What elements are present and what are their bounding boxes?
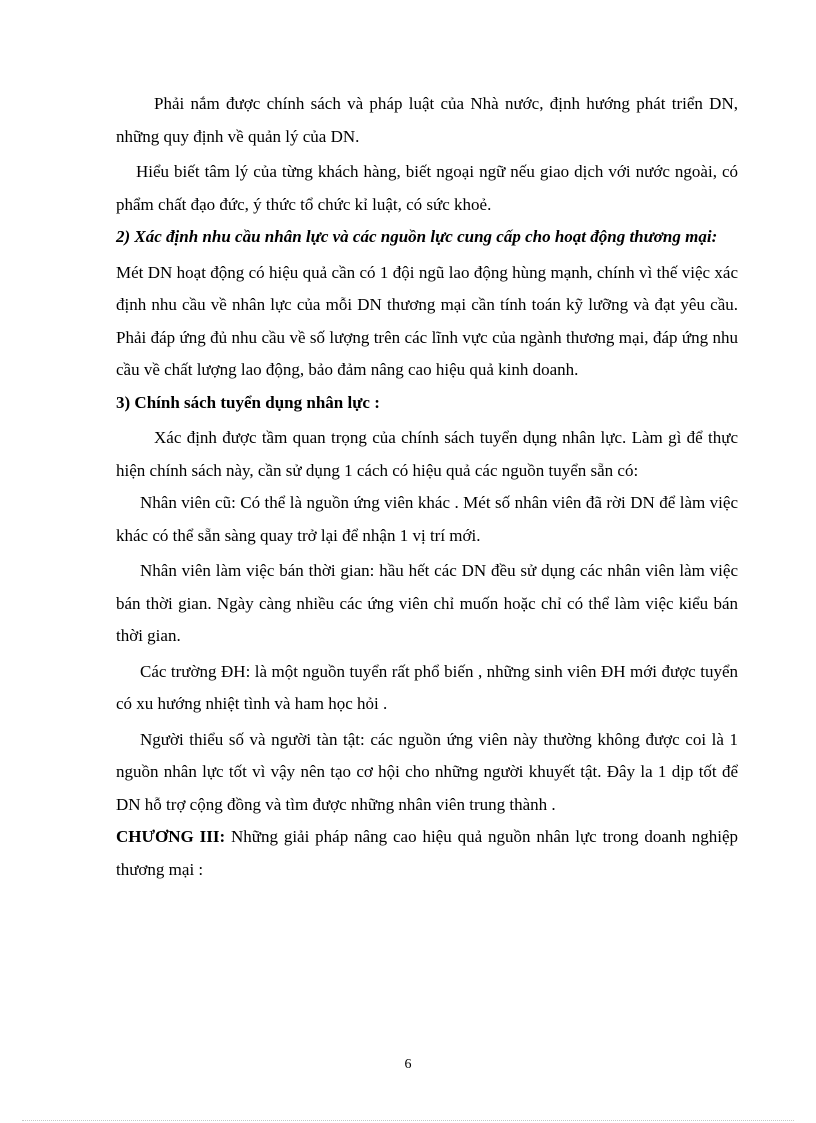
paragraph-recruitment: Xác định được tầm quan trọng của chính sách tuyển dụng nhân lực. Làm gì để thực hiện chính sách này, cần sử dụng 1 cách có hiệu quả các nguồn tuyển sẵn có: (116, 428, 738, 480)
paragraph-universities: Các trường ĐH: là một nguồn tuyển rất phổ biến , những sinh viên ĐH mới được tuyển có xu hướng nhiệt tình và ham học hỏi . (116, 661, 738, 713)
paragraph-former-staff: Nhân viên cũ: Có thể là nguồn ứng viên khác . Mét số nhân viên đã rời DN để làm việc khác có thể sẵn sàng quay trở lại để nhận 1 vị trí mới. (116, 493, 738, 545)
paragraph-part-time: Nhân viên làm việc bán thời gian: hầu hết các DN đều sử dụng các nhân viên làm việc bán thời gian. Ngày càng nhiều các ứng viên chỉ muốn hoặc chỉ có thể làm việc kiểu bán thời gian. (116, 561, 738, 645)
footer-divider (22, 1120, 794, 1121)
paragraph-needs: Mét DN hoạt động có hiệu quả cần có 1 đội ngũ lao động hùng mạnh, chính vì thế việc xác định nhu cầu về nhân lực của mỗi DN thương mại cần tính toán kỹ lưỡng và đạt yêu cầu. Phải đáp ứng đủ nhu cầu về số lượng trên các lĩnh vực của ngành thương mại, đáp ứng nhu cầu về chất lượng lao động, bảo đảm nâng cao hiệu quả kinh doanh. (116, 262, 738, 379)
chapter-title: Những giải pháp nâng cao hiệu quả nguồn nhân lực trong doanh nghiệp thương mại : (116, 827, 738, 879)
page-content (116, 88, 738, 886)
chapter-heading (116, 821, 738, 886)
page-number: 6 (404, 1057, 412, 1072)
section-heading-3: 3) Chính sách tuyển dụng nhân lực : (116, 392, 380, 412)
paragraph-policy: Phải nắm được chính sách và pháp luật của Nhà nước, định hướng phát triển DN, những quy định về quản lý của DN. (116, 94, 738, 146)
section-heading-2: 2) Xác định nhu cầu nhân lực và các nguồn lực cung cấp cho hoạt động thương mại: (116, 227, 718, 246)
paragraph-minorities: Người thiểu số và người tàn tật: các nguồn ứng viên này thường không được coi là 1 nguồn nhân lực tốt vì vậy nên tạo cơ hội cho những người khuyết tật. Đây la 1 dịp tốt để DN hỗ trợ cộng đồng và tìm được những nhân viên trung thành . (116, 729, 738, 814)
chapter-label: CHƯƠNG III: (116, 827, 226, 846)
paragraph-psychology: Hiểu biết tâm lý của từng khách hàng, biết ngoại ngữ nếu giao dịch với nước ngoài, có phẩm chất đạo đức, ý thức tổ chức kỉ luật, có sức khoẻ. (116, 162, 738, 214)
